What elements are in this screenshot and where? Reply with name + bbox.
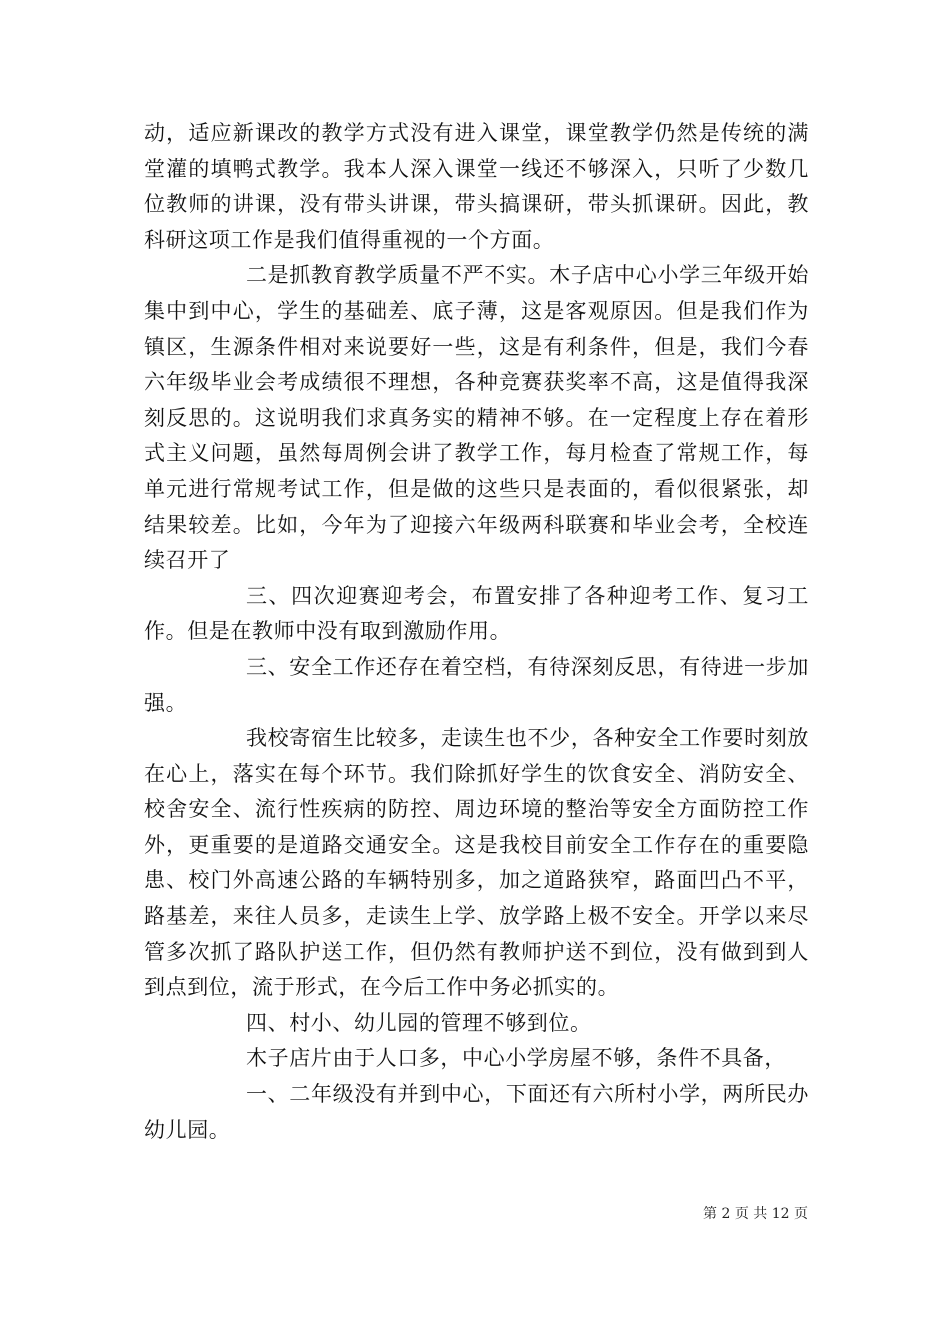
paragraph: 一、二年级没有并到中心，下面还有六所村小学，两所民办幼儿园。 (144, 1082, 809, 1142)
paragraph: 三、四次迎赛迎考会，布置安排了各种迎考工作、复习工作。但是在教师中没有取到激励作用。 (144, 583, 809, 644)
paragraph: 我校寄宿生比较多，走读生也不少，各种安全工作要时刻放在心上，落实在每个环节。我们除抓好学生的饮食安全、消防安全、校舍安全、流行性疾病的防控、周边环境的整治等安全方面防控工作外，更重要的是道路交通安全。这是我校目前安全工作存在的重要隐患、校门外高速公路的车辆特别多，加之道路狭窄，路面凹凸不平，路基差，来往人员多，走读生上学、放学路上极不安全。开学以来尽管多次抓了路队护送工作，但仍然有教师护送不到位，没有做到到人到点到位，流于形式，在今后工作中务必抓实的。 (144, 726, 809, 1000)
paragraph: 木子店片由于人口多，中心小学房屋不够，条件不具备， (246, 1046, 786, 1071)
paragraph: 动，适应新课改的教学方式没有进入课堂，课堂教学仍然是传统的满堂灌的填鸭式教学。我本人深入课堂一线还不够深入，只听了少数几位教师的讲课，没有带头讲课，带头搞课研，带头抓课研。因此，教科研这项工作是我们值得重视的一个方面。 (144, 121, 809, 252)
page-number-footer: 第 2 页 共 12 页 (703, 1206, 808, 1222)
paragraph: 二是抓教育教学质量不严不实。木子店中心小学三年级开始集中到中心，学生的基础差、底子薄，这是客观原因。但是我们作为镇区，生源条件相对来说要好一些，这是有利条件，但是，我们今春六年级毕业会考成绩很不理想，各种竞赛获奖率不高，这是值得我深刻反思的。这说明我们求真务实的精神不够。在一定程度上存在着形式主义问题，虽然每周例会讲了教学工作，每月检查了常规工作，每单元进行常规考试工作，但是做的这些只是表面的，看似很紧张，却结果较差。比如，今年为了迎接六年级两科联赛和毕业会考，全校连续召开了 (144, 263, 809, 573)
document-body (144, 116, 809, 1148)
paragraph: 四、村小、幼儿园的管理不够到位。 (246, 1010, 592, 1035)
paragraph: 三、安全工作还存在着空档，有待深刻反思，有待进一步加强。 (144, 654, 809, 715)
